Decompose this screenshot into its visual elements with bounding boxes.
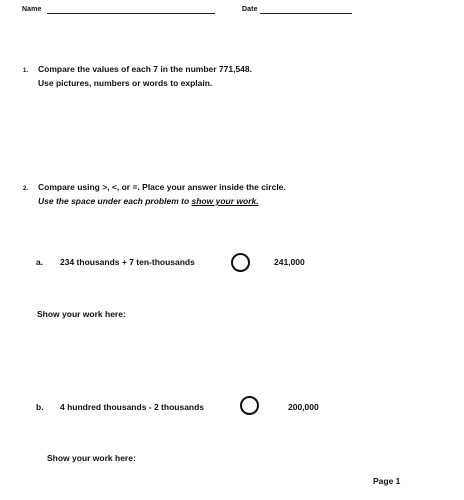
part-a-answer-circle[interactable] bbox=[231, 253, 250, 272]
date-field[interactable] bbox=[260, 13, 352, 14]
part-b-value: 200,000 bbox=[288, 402, 319, 412]
part-b-work-label: Show your work here: bbox=[47, 453, 136, 463]
part-b-letter: b. bbox=[36, 402, 44, 412]
show-your-work-emphasis: show your work. bbox=[191, 196, 259, 206]
question-2-prompt: Compare using >, <, or =. Place your answer inside the circle. bbox=[38, 182, 286, 192]
part-a-value: 241,000 bbox=[274, 257, 305, 267]
date-label: Date bbox=[242, 6, 258, 13]
question-1-prompt: Compare the values of each 7 in the number 771,548. bbox=[38, 64, 252, 74]
part-a-expression: 234 thousands + 7 ten-thousands bbox=[60, 257, 195, 267]
question-1-number: 1. bbox=[23, 68, 29, 74]
question-1-instruction: Use pictures, numbers or words to explain. bbox=[38, 78, 213, 88]
page-number: Page 1 bbox=[373, 476, 401, 486]
name-label: Name bbox=[22, 6, 42, 13]
question-2-instruction bbox=[38, 195, 259, 207]
part-b-expression: 4 hundred thousands - 2 thousands bbox=[60, 402, 205, 412]
part-b-answer-circle[interactable] bbox=[240, 396, 259, 415]
name-field[interactable] bbox=[47, 13, 215, 14]
instruction-text: Use the space under each problem to bbox=[38, 196, 192, 206]
part-a-letter: a. bbox=[36, 257, 44, 267]
part-a-work-label: Show your work here: bbox=[37, 309, 126, 319]
question-2-number: 2. bbox=[23, 186, 29, 192]
